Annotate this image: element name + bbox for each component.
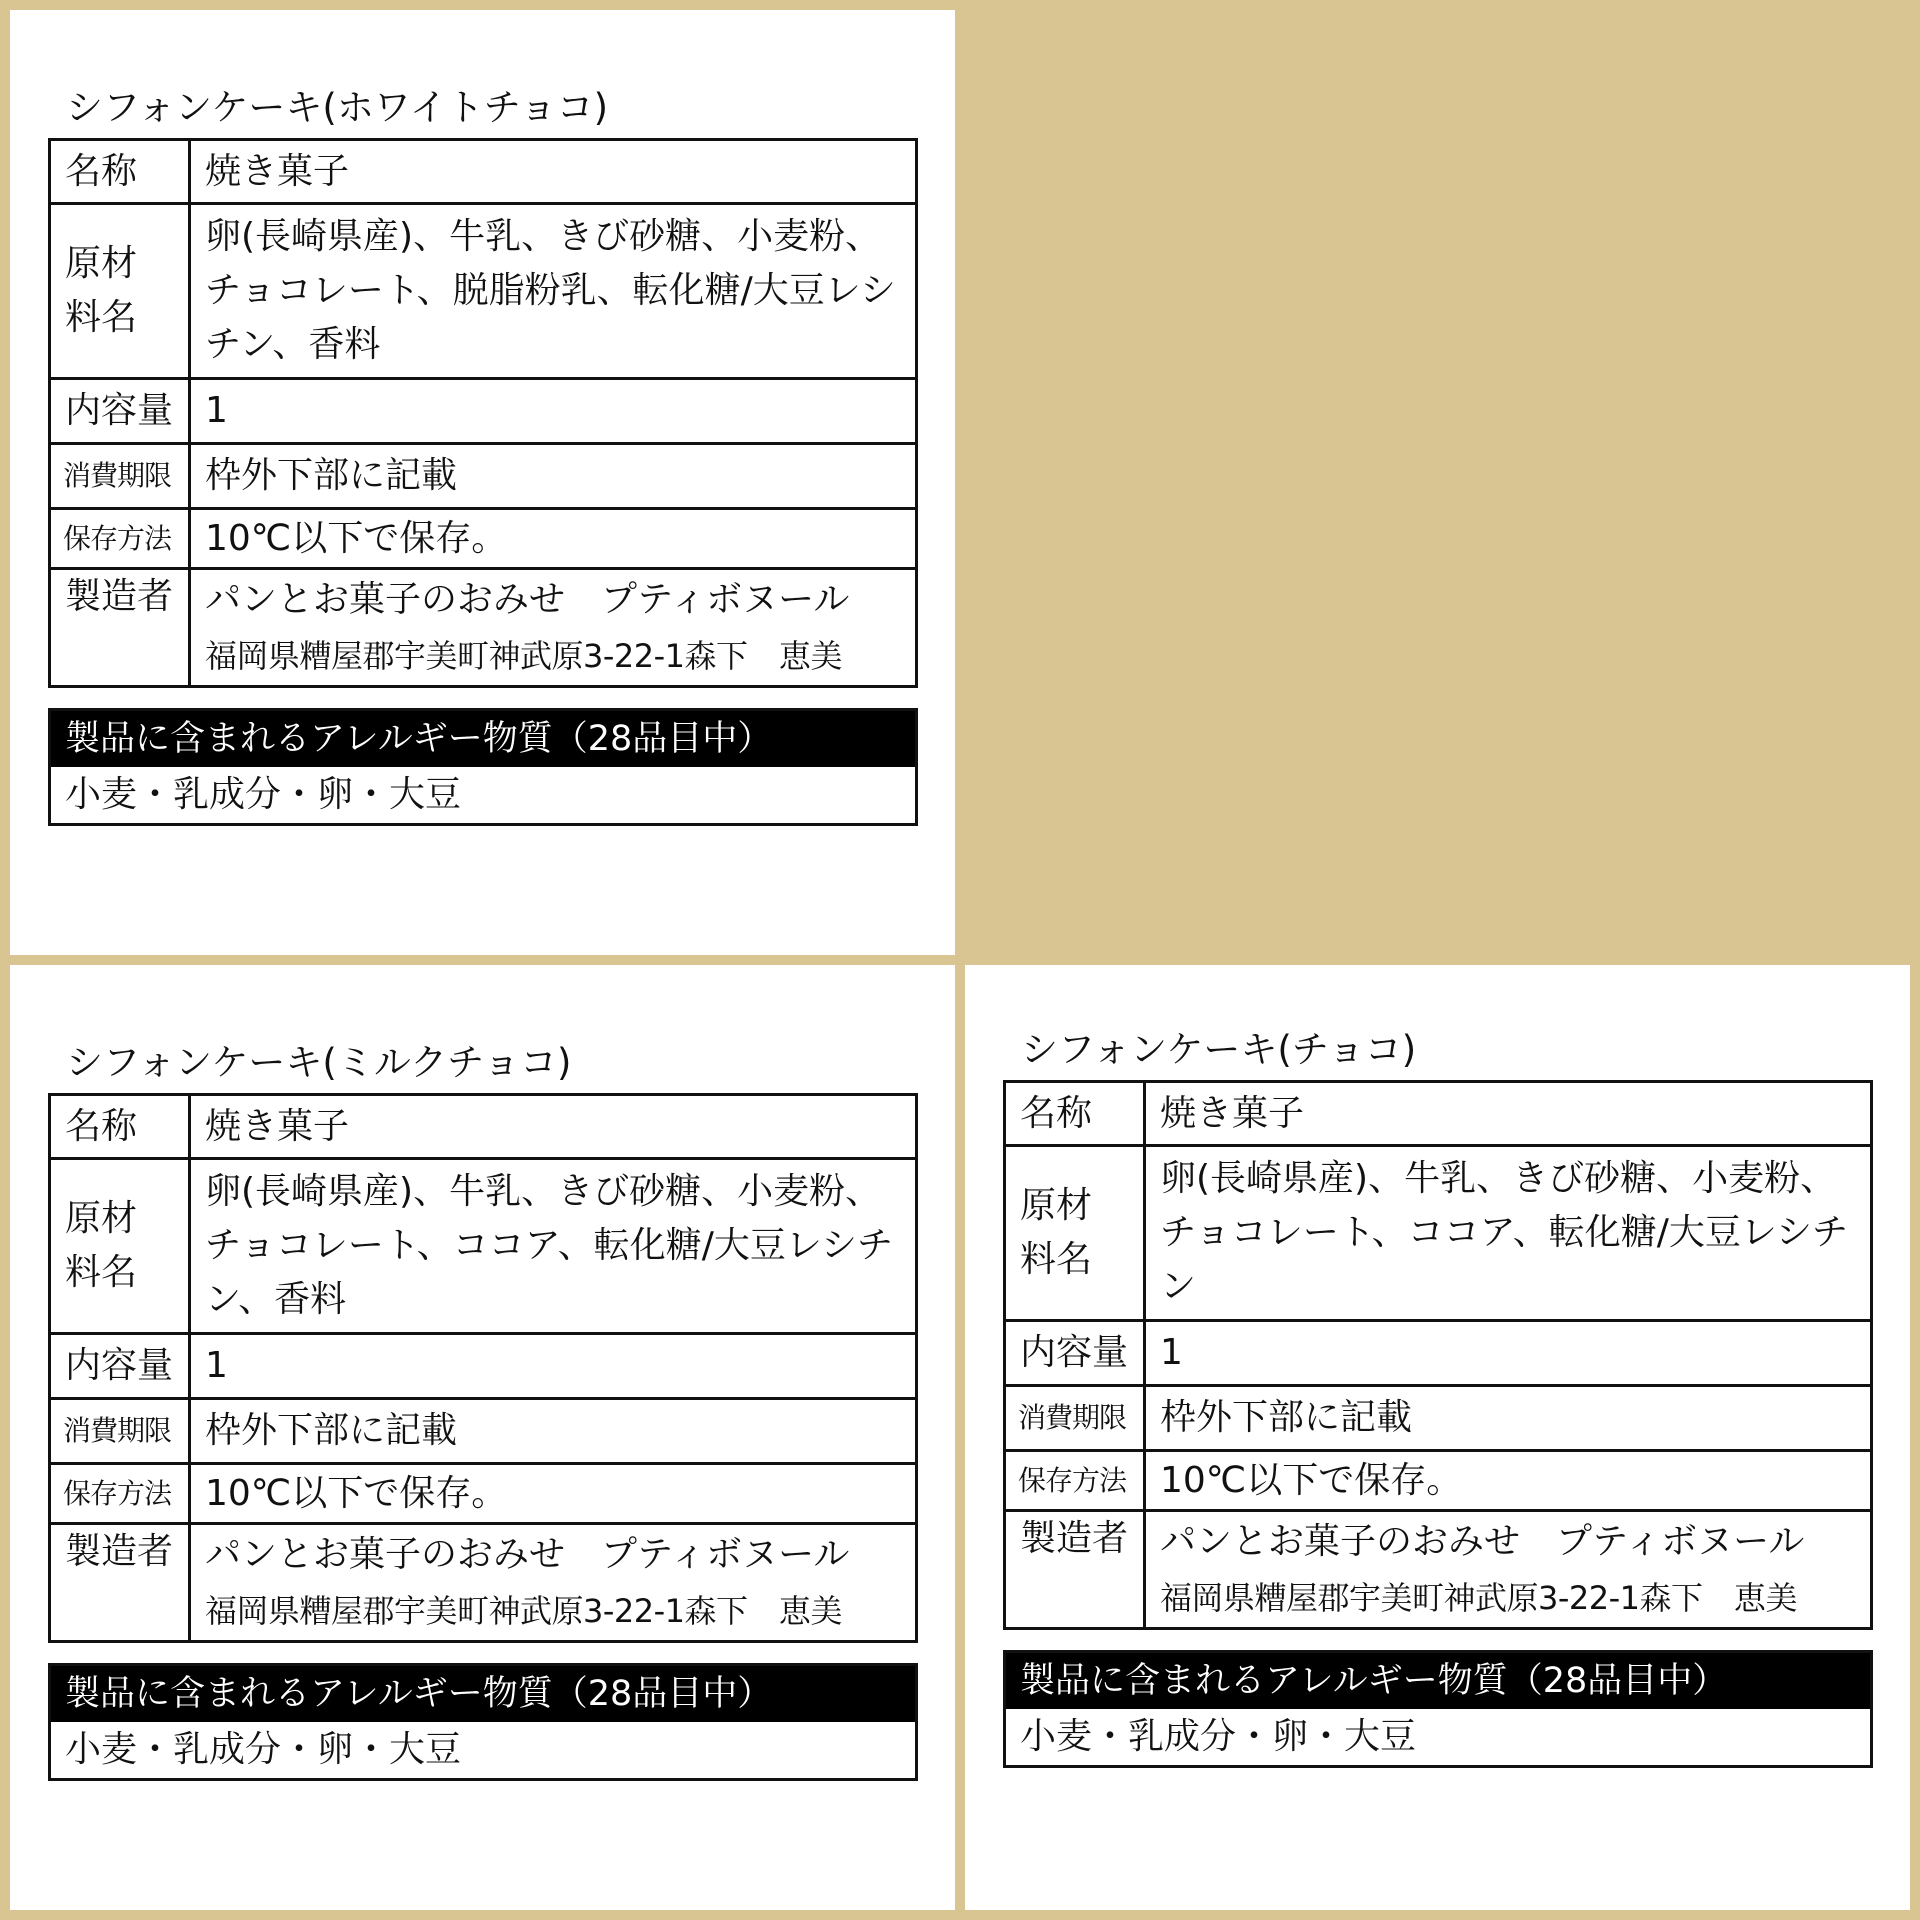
maker-address: 福岡県糟屋郡宇美町神武原3-22-1森下 恵美 xyxy=(205,1591,843,1630)
food-label xyxy=(48,1033,918,1781)
key-maker: 製造者 xyxy=(50,1524,190,1642)
key-ingredients xyxy=(1005,1146,1145,1321)
value-expiry: 枠外下部に記載 xyxy=(190,1399,917,1464)
key-storage: 保存方法 xyxy=(50,509,190,569)
value-maker xyxy=(190,569,917,687)
key-maker: 製造者 xyxy=(50,569,190,687)
allergy-box xyxy=(48,1663,918,1781)
maker-address: 福岡県糟屋郡宇美町神武原3-22-1森下 恵美 xyxy=(205,636,843,675)
key-ingredients xyxy=(50,204,190,379)
key-storage: 保存方法 xyxy=(50,1464,190,1524)
value-name: 焼き菓子 xyxy=(190,140,917,204)
value-volume: 1 xyxy=(1145,1321,1872,1386)
label-panel-white-choco xyxy=(10,10,955,955)
allergy-heading: 製品に含まれるアレルギー物質（28品目中） xyxy=(1006,1653,1870,1709)
key-volume: 内容量 xyxy=(1005,1321,1145,1386)
value-storage: 10℃以下で保存。 xyxy=(190,1464,917,1524)
maker-name: パンとお菓子のおみせ プティボヌール xyxy=(205,1533,850,1575)
product-title: シフォンケーキ(ホワイトチョコ) xyxy=(66,86,609,129)
product-title: シフォンケーキ(ミルクチョコ) xyxy=(66,1041,572,1084)
food-label xyxy=(48,78,918,826)
value-name: 焼き菓子 xyxy=(1145,1082,1872,1146)
key-maker: 製造者 xyxy=(1005,1511,1145,1629)
value-storage: 10℃以下で保存。 xyxy=(190,509,917,569)
key-ingredients-text: 原材料名 xyxy=(65,243,138,338)
value-expiry: 枠外下部に記載 xyxy=(1145,1386,1872,1451)
allergy-box xyxy=(48,708,918,826)
key-ingredients xyxy=(50,1159,190,1334)
allergy-heading: 製品に含まれるアレルギー物質（28品目中） xyxy=(51,1666,915,1722)
value-ingredients: 卵(長崎県産)、牛乳、きび砂糖、小麦粉、チョコレート、脱脂粉乳、転化糖/大豆レシチン、香料 xyxy=(190,204,917,379)
key-expiry: 消費期限 xyxy=(50,444,190,509)
key-name: 名称 xyxy=(50,140,190,204)
spec-table xyxy=(48,1093,918,1643)
value-expiry: 枠外下部に記載 xyxy=(190,444,917,509)
key-expiry: 消費期限 xyxy=(50,1399,190,1464)
key-ingredients-text: 原材料名 xyxy=(1020,1185,1093,1280)
spec-table xyxy=(48,138,918,688)
value-name: 焼き菓子 xyxy=(190,1095,917,1159)
key-name: 名称 xyxy=(1005,1082,1145,1146)
value-volume: 1 xyxy=(190,1334,917,1399)
key-storage: 保存方法 xyxy=(1005,1451,1145,1511)
food-label xyxy=(1003,1020,1873,1768)
key-name: 名称 xyxy=(50,1095,190,1159)
product-title: シフォンケーキ(チョコ) xyxy=(1021,1028,1417,1071)
allergy-list: 小麦・乳成分・卵・大豆 xyxy=(1020,1716,1417,1757)
allergy-box xyxy=(1003,1650,1873,1768)
allergy-list: 小麦・乳成分・卵・大豆 xyxy=(65,1729,462,1770)
value-ingredients: 卵(長崎県産)、牛乳、きび砂糖、小麦粉、チョコレート、ココア、転化糖/大豆レシチン、香料 xyxy=(190,1159,917,1334)
key-volume: 内容量 xyxy=(50,1334,190,1399)
key-expiry: 消費期限 xyxy=(1005,1386,1145,1451)
value-maker xyxy=(190,1524,917,1642)
key-volume: 内容量 xyxy=(50,379,190,444)
maker-name: パンとお菓子のおみせ プティボヌール xyxy=(1160,1520,1805,1562)
label-panel-choco xyxy=(965,965,1910,1910)
key-ingredients-text: 原材料名 xyxy=(65,1198,138,1293)
maker-name: パンとお菓子のおみせ プティボヌール xyxy=(205,578,850,620)
value-ingredients: 卵(長崎県産)、牛乳、きび砂糖、小麦粉、チョコレート、ココア、転化糖/大豆レシチン xyxy=(1145,1146,1872,1321)
value-volume: 1 xyxy=(190,379,917,444)
allergy-heading: 製品に含まれるアレルギー物質（28品目中） xyxy=(51,711,915,767)
spec-table xyxy=(1003,1080,1873,1630)
value-storage: 10℃以下で保存。 xyxy=(1145,1451,1872,1511)
maker-address: 福岡県糟屋郡宇美町神武原3-22-1森下 恵美 xyxy=(1160,1578,1798,1617)
allergy-list: 小麦・乳成分・卵・大豆 xyxy=(65,774,462,815)
label-panel-milk-choco xyxy=(10,965,955,1910)
value-maker xyxy=(1145,1511,1872,1629)
